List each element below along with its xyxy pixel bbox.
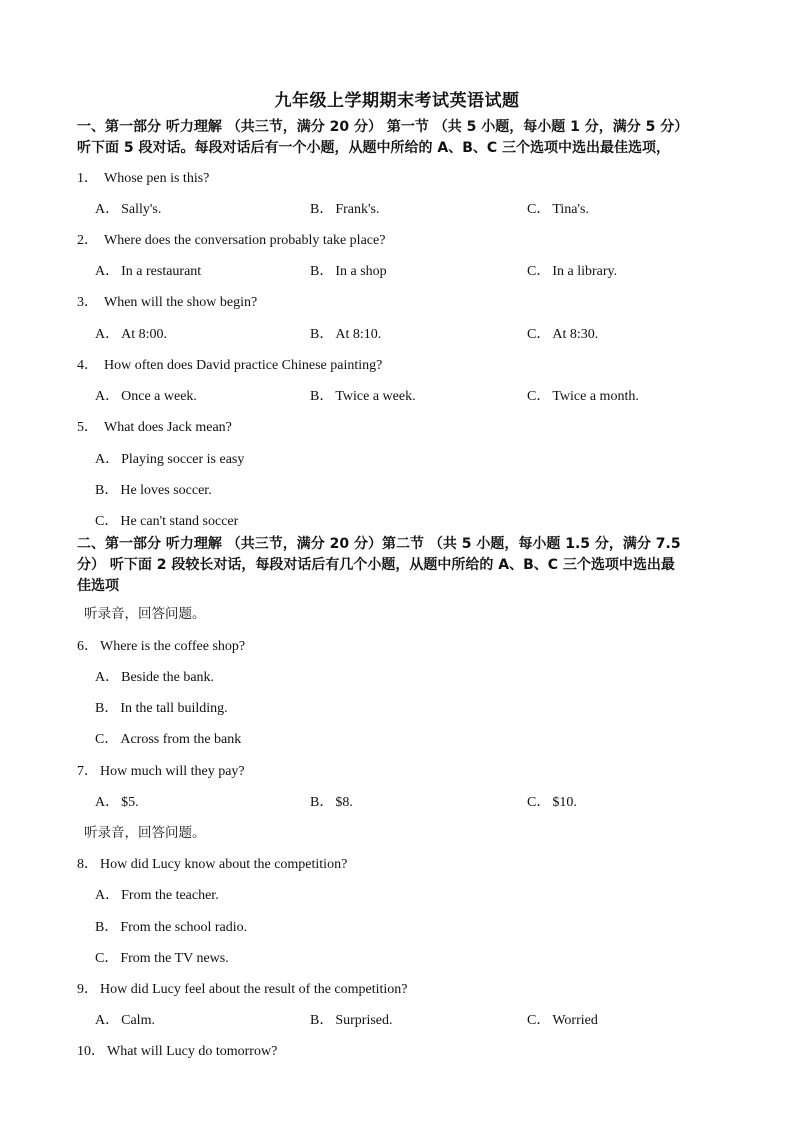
question-text: How often does David practice Chinese painting? [104,358,383,373]
question-7 [77,760,245,780]
option-b: B． In the tall building. [95,701,228,716]
option-b: B． In a shop [310,264,387,279]
section-1-line-2: 听下面 5 段对话。每段对话后有一个小题，从题中所给的 A、B、C 三个选项中选出最佳选项， [77,140,671,156]
section-2-line-1: 二、第一部分 听力理解 （共三节，满分 20 分）第二节 （共 5 小题，每小题 1.5 分，满分 7.5 [77,536,681,552]
option-a: A． Sally's. [95,202,162,217]
option-b: B． $8. [310,795,353,810]
question-number: 1． [77,171,98,186]
question-2 [77,229,385,249]
option-a: A． Calm. [95,1013,155,1028]
question-10 [77,1040,277,1060]
option-c: C． In a library. [527,264,618,279]
question-number: 4． [77,358,98,373]
option-c: C． At 8:30. [527,327,599,342]
option-b: B． At 8:10. [310,327,382,342]
option-c: C． Tina's. [527,202,589,217]
option-c: C． He can't stand soccer [95,514,239,529]
option-a: A． Playing soccer is easy [95,452,245,467]
option-c: C． $10. [527,795,577,810]
section-1-line-1: 一、第一部分 听力理解 （共三节，满分 20 分） 第一节 （共 5 小题，每小题 1 分，满分 5 分） [77,119,689,135]
question-number: 7． [77,764,98,779]
option-b: B． Surprised. [310,1013,393,1028]
question-number: 3． [77,295,98,310]
question-text: When will the show begin? [104,295,258,310]
listen-note: 听录音，回答问题。 [84,606,206,622]
option-a: A． From the teacher. [95,888,219,903]
option-a: A． At 8:00. [95,327,168,342]
option-a: A． Once a week. [95,389,197,404]
question-number: 5． [77,420,98,435]
section-2-heading [77,534,757,597]
section-1-heading [77,117,757,159]
option-c: C． Across from the bank [95,732,242,747]
question-number: 2． [77,233,98,248]
question-number: 10． [77,1044,105,1059]
option-a: A． Beside the bank. [95,670,215,685]
question-text: How did Lucy know about the competition? [100,857,348,872]
question-text: Where does the conversation probably take place? [104,233,386,248]
question-1 [77,167,209,187]
question-9 [77,978,408,998]
question-text: How much will they pay? [100,764,245,779]
section-2-line-2: 分） 听下面 2 段较长对话，每段对话后有几个小题，从题中所给的 A、B、C 三个选项中选出最 [77,557,675,573]
option-c: C． Worried [527,1013,598,1028]
option-b: B． Frank's. [310,202,380,217]
question-text: How did Lucy feel about the result of the competition? [100,982,408,997]
option-c: C． From the TV news. [95,951,229,966]
question-3 [77,291,257,311]
option-a: A． In a restaurant [95,264,202,279]
option-a: A． $5. [95,795,139,810]
option-b: B． Twice a week. [310,389,416,404]
option-c: C． Twice a month. [527,389,639,404]
question-5 [77,416,232,436]
section-2-line-3: 佳选项 [77,578,119,594]
option-b: B． From the school radio. [95,920,248,935]
page-title: 九年级上学期期末考试英语试题 [274,91,520,111]
option-b: B． He loves soccer. [95,483,212,498]
question-text: Whose pen is this? [104,171,210,186]
question-8 [77,853,347,873]
question-6 [77,635,245,655]
question-text: What will Lucy do tomorrow? [107,1044,278,1059]
listen-note: 听录音，回答问题。 [84,825,206,841]
question-number: 9． [77,982,98,997]
question-number: 6． [77,639,98,654]
question-text: Where is the coffee shop? [100,639,246,654]
question-text: What does Jack mean? [104,420,232,435]
question-number: 8． [77,857,98,872]
question-4 [77,354,382,374]
